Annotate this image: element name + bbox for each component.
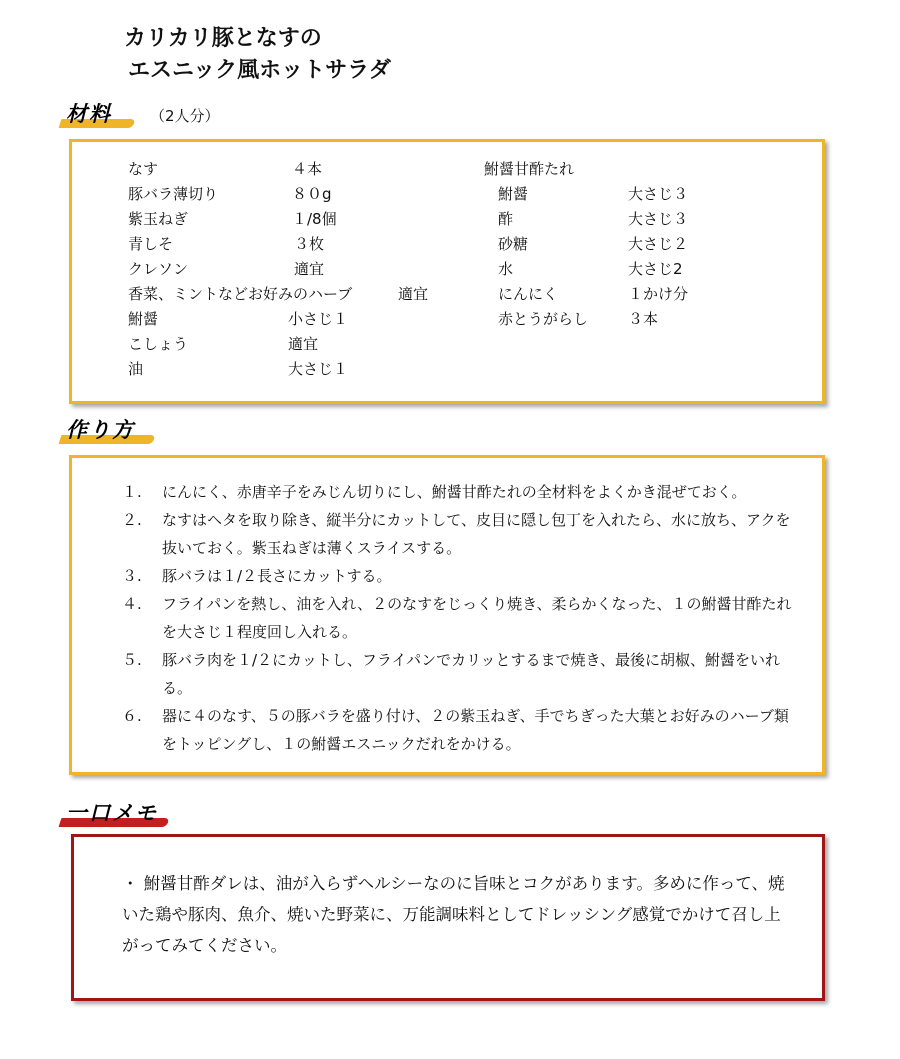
step-text: フライパンを熱し、油を入れ、２のなすをじっくり焼き、柔らかくなった、１の鮒醤甘酢たれを大さじ１程度回し入れる。 — [162, 595, 792, 641]
step-item — [122, 478, 802, 506]
sauce-item-name: 赤とうがらし — [498, 310, 589, 328]
ingredient-amount: 適宜 — [288, 335, 319, 353]
step-text: なすはヘタを取り除き、縦半分にカットして、皮目に隠し包丁を入れたら、水に放ち、アクを抜いておく。紫玉ねぎは薄くスライスする。 — [162, 511, 791, 557]
step-text: にんにく、赤唐辛子をみじん切りにし、鮒醤甘酢たれの全材料をよくかき混ぜておく。 — [162, 483, 747, 501]
ingredient-name: 香菜、ミントなどお好みのハーブ — [128, 285, 353, 303]
step-item — [122, 562, 802, 590]
ingredient-amount: 大さじ１ — [288, 360, 349, 378]
step-item — [122, 702, 802, 758]
ingredients-heading — [60, 98, 150, 132]
ingredient-name: 油 — [128, 360, 144, 378]
method-heading-label: 作り方 — [66, 417, 135, 442]
ingredient-name: こしょう — [128, 335, 189, 353]
step-number: ５. — [122, 651, 142, 669]
ingredient-amount: 適宜 — [398, 285, 429, 303]
step-item — [122, 590, 802, 646]
sauce-item-amount: 大さじ３ — [628, 210, 689, 228]
sauce-item-name: 水 — [498, 260, 514, 278]
ingredient-name: 青しそ — [128, 235, 174, 253]
step-number: ２. — [122, 511, 142, 529]
ingredient-name: なす — [128, 160, 159, 178]
step-text: 豚バラは１/２長さにカットする。 — [162, 567, 392, 585]
sauce-item-amount: 大さじ３ — [628, 185, 689, 203]
ingredient-amount: 適宜 — [294, 260, 325, 278]
sauce-item-amount: 大さじ2 — [628, 260, 683, 278]
recipe-title — [124, 22, 391, 86]
ingredient-name: 鮒醤 — [128, 310, 159, 328]
title-line-2: エスニック風ホットサラダ — [128, 57, 391, 83]
step-item — [122, 646, 802, 702]
sauce-item-name: にんにく — [498, 285, 559, 303]
ingredient-amount: ３枚 — [294, 235, 325, 253]
step-number: １. — [122, 483, 142, 501]
step-text: 豚バラ肉を１/２にカットし、フライパンでカリッとするまで焼き、最後に胡椒、鮒醤をいれる。 — [162, 651, 780, 697]
sauce-item-name: 酢 — [498, 210, 514, 228]
ingredient-name: クレソン — [128, 260, 189, 278]
sauce-item-name: 鮒醤 — [498, 185, 529, 203]
step-number: ３. — [122, 567, 142, 585]
method-heading — [60, 414, 160, 448]
ingredients-heading-label: 材料 — [66, 101, 112, 126]
sauce-item-amount: 大さじ２ — [628, 235, 689, 253]
ingredient-name: 紫玉ねぎ — [128, 210, 189, 228]
memo-heading — [60, 797, 180, 831]
step-item — [122, 506, 802, 562]
servings: （2人分） — [150, 107, 220, 125]
memo-heading-label: 一口メモ — [66, 800, 158, 825]
step-number: ６. — [122, 707, 142, 725]
sauce-item-amount: ３本 — [628, 310, 659, 328]
step-number: ４. — [122, 595, 142, 613]
sauce-item-name: 砂糖 — [498, 235, 529, 253]
sauce-title: 鮒醤甘酢たれ — [484, 160, 575, 178]
ingredient-amount: 小さじ１ — [288, 310, 349, 328]
sauce-item-amount: １かけ分 — [628, 285, 689, 303]
ingredient-amount: １/8個 — [292, 210, 337, 228]
ingredient-amount: ８０g — [292, 185, 332, 203]
ingredient-amount: ４本 — [292, 160, 323, 178]
step-text: 器に４のなす、５の豚バラを盛り付け、２の紫玉ねぎ、手でちぎった大葉とお好みのハーブ類をトッピングし、１の鮒醤エスニックだれをかける。 — [162, 707, 789, 753]
step-list — [122, 478, 802, 758]
title-line-1: カリカリ豚となすの — [124, 25, 322, 51]
memo-text: ・ 鮒醤甘酢ダレは、油が入らずヘルシーなのに旨味とコクがあります。多めに作って、焼いた鶏や豚肉、魚介、焼いた野菜に、万能調味料としてドレッシング感覚でかけて召し上がってみてください。 — [122, 874, 785, 955]
ingredient-name: 豚バラ薄切り — [128, 185, 219, 203]
